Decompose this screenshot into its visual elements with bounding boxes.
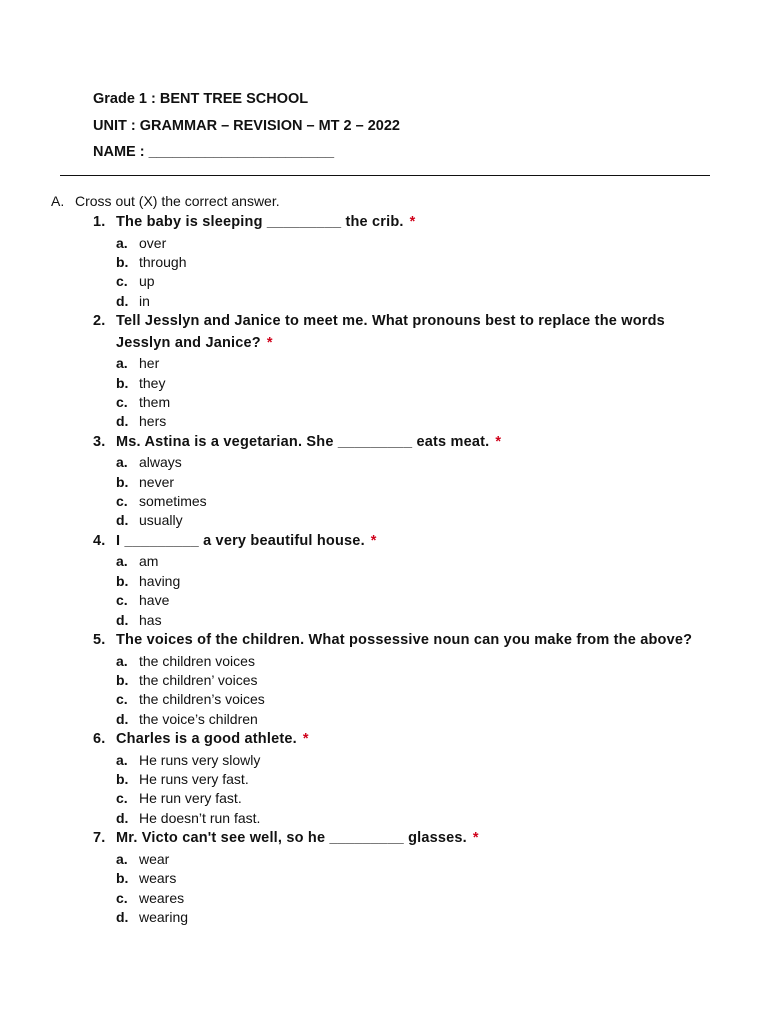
answer-option[interactable] — [93, 591, 693, 610]
answer-option[interactable] — [93, 690, 693, 709]
answer-options — [93, 234, 693, 312]
option-letter: a. — [116, 652, 128, 669]
option-letter: c. — [116, 592, 128, 609]
option-letter: a. — [116, 850, 128, 867]
option-letter: a. — [116, 355, 128, 372]
question-prompt — [93, 432, 693, 454]
answer-option[interactable] — [93, 572, 693, 591]
answer-option[interactable] — [93, 671, 693, 690]
question-item — [93, 212, 693, 311]
option-text: usually — [139, 512, 183, 529]
question-text-wrapper — [116, 828, 693, 850]
answer-option[interactable] — [93, 889, 693, 908]
option-text: the voice’s children — [139, 710, 258, 727]
option-text: never — [139, 473, 175, 490]
option-letter: d. — [116, 413, 129, 430]
answer-option[interactable] — [93, 611, 693, 630]
option-text: He run very fast. — [139, 790, 242, 807]
question-text: Mr. Victo can't see well, so he _________ glasses. — [116, 830, 467, 847]
answer-option[interactable] — [93, 850, 693, 869]
question-item — [93, 729, 693, 828]
question-text-wrapper — [116, 630, 693, 652]
answer-option[interactable] — [93, 253, 693, 272]
question-prompt — [93, 729, 693, 751]
answer-options — [93, 453, 693, 531]
question-text: The baby is sleeping _________ the crib. — [116, 214, 404, 230]
required-asterisk: * — [370, 532, 377, 549]
answer-option[interactable] — [93, 272, 693, 291]
option-letter: b. — [116, 374, 129, 391]
header-divider — [60, 175, 710, 176]
question-text-wrapper — [116, 432, 693, 454]
option-text: them — [139, 393, 171, 410]
option-letter: d. — [116, 512, 129, 529]
question-text-wrapper — [116, 311, 693, 354]
option-text: they — [139, 374, 166, 391]
answer-option[interactable] — [93, 393, 693, 412]
option-letter: b. — [116, 572, 129, 589]
question-list — [93, 212, 693, 927]
question-prompt — [93, 630, 693, 652]
option-text: through — [139, 253, 187, 270]
question-number: 3. — [93, 433, 106, 450]
question-item — [93, 432, 693, 531]
name-line: NAME : _______________________ — [93, 144, 335, 160]
question-prompt — [93, 212, 693, 234]
grade-school-line: Grade 1 : BENT TREE SCHOOL — [93, 91, 309, 107]
question-number: 2. — [93, 313, 106, 330]
question-text: The voices of the children. What possessive noun can you make from the above? — [116, 632, 693, 648]
answer-option[interactable] — [93, 770, 693, 789]
answer-option[interactable] — [93, 374, 693, 393]
option-letter: d. — [116, 908, 129, 925]
option-letter: b. — [116, 671, 129, 688]
answer-options — [93, 751, 693, 829]
option-letter: a. — [116, 234, 128, 251]
option-text: He runs very fast. — [139, 771, 249, 788]
option-text: have — [139, 592, 170, 609]
option-text: He doesn’t run fast. — [139, 809, 261, 826]
question-item — [93, 531, 693, 630]
option-text: wears — [139, 870, 177, 887]
option-letter: d. — [116, 809, 129, 826]
option-text: always — [139, 454, 182, 471]
option-letter: d. — [116, 611, 129, 628]
option-letter: b. — [116, 771, 129, 788]
answer-options — [93, 850, 693, 928]
option-text: weares — [139, 889, 185, 906]
answer-option[interactable] — [93, 492, 693, 511]
answer-options — [93, 354, 693, 432]
answer-options — [93, 652, 693, 730]
option-letter: a. — [116, 751, 128, 768]
question-prompt — [93, 311, 693, 354]
option-letter: c. — [116, 393, 128, 410]
option-letter: b. — [116, 870, 129, 887]
instruction-text: Cross out (X) the correct answer. — [75, 193, 280, 209]
option-letter: a. — [116, 454, 128, 471]
option-text: up — [139, 273, 155, 290]
required-asterisk: * — [472, 830, 479, 847]
option-text: over — [139, 234, 167, 251]
option-letter: b. — [116, 253, 129, 270]
answer-option[interactable] — [93, 869, 693, 888]
option-text: wear — [139, 850, 170, 867]
option-text: wearing — [139, 908, 189, 925]
option-text: He runs very slowly — [139, 751, 261, 768]
worksheet-header — [93, 86, 400, 166]
option-text: having — [139, 572, 181, 589]
option-text: sometimes — [139, 493, 207, 510]
option-text: the children’s voices — [139, 691, 265, 708]
answer-option[interactable] — [93, 809, 693, 828]
question-text-wrapper — [116, 729, 693, 751]
question-text: Ms. Astina is a vegetarian. She _________ eats meat. — [116, 433, 490, 450]
answer-options — [93, 552, 693, 630]
answer-option[interactable] — [93, 751, 693, 770]
section-instruction — [51, 192, 280, 210]
option-letter: c. — [116, 493, 128, 510]
answer-option[interactable] — [93, 354, 693, 373]
question-number: 1. — [93, 214, 106, 230]
option-letter: c. — [116, 889, 128, 906]
answer-option[interactable] — [93, 234, 693, 253]
question-item — [93, 828, 693, 927]
required-asterisk: * — [302, 731, 309, 748]
question-number: 7. — [93, 830, 106, 847]
answer-option[interactable] — [93, 710, 693, 729]
answer-option[interactable] — [93, 789, 693, 808]
option-letter: d. — [116, 710, 129, 727]
option-text: the children voices — [139, 652, 255, 669]
question-number: 6. — [93, 731, 106, 748]
option-letter: c. — [116, 273, 128, 290]
question-prompt — [93, 531, 693, 553]
option-letter: b. — [116, 473, 129, 490]
option-text: her — [139, 355, 160, 372]
answer-option[interactable] — [93, 511, 693, 530]
section-letter: A. — [51, 193, 65, 209]
option-letter: c. — [116, 790, 128, 807]
unit-line: UNIT : GRAMMAR – REVISION – MT 2 – 2022 — [93, 117, 400, 134]
question-number: 5. — [93, 632, 106, 648]
option-text: the children’ voices — [139, 671, 258, 688]
question-prompt — [93, 828, 693, 850]
question-number: 4. — [93, 532, 106, 549]
required-asterisk: * — [409, 214, 416, 230]
answer-option[interactable] — [93, 292, 693, 311]
answer-option[interactable] — [93, 652, 693, 671]
question-text-wrapper — [116, 212, 693, 234]
option-letter: a. — [116, 553, 128, 570]
answer-option[interactable] — [93, 412, 693, 431]
option-text: am — [139, 553, 159, 570]
option-letter: d. — [116, 292, 129, 309]
question-item — [93, 630, 693, 729]
question-item — [93, 311, 693, 432]
answer-option[interactable] — [93, 908, 693, 927]
question-text: I _________ a very beautiful house. — [116, 532, 365, 549]
question-text: Charles is a good athlete. — [116, 731, 297, 748]
option-letter: c. — [116, 691, 128, 708]
option-text: hers — [139, 413, 167, 430]
option-text: has — [139, 611, 162, 628]
required-asterisk: * — [266, 334, 273, 351]
option-text: in — [139, 292, 150, 309]
answer-option[interactable] — [93, 552, 693, 571]
answer-option[interactable] — [93, 473, 693, 492]
answer-option[interactable] — [93, 453, 693, 472]
question-text: Tell Jesslyn and Janice to meet me. What pronouns best to replace the words Jesslyn and Janice? — [116, 313, 665, 351]
question-text-wrapper — [116, 531, 693, 553]
required-asterisk: * — [495, 433, 502, 450]
